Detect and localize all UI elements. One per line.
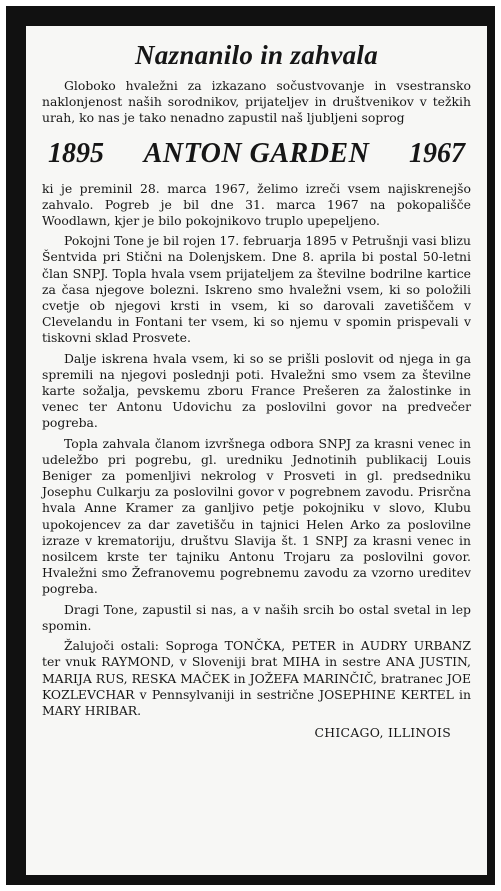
paragraph-5: Dragi Tone, zapustil si nas, a v naših srcih bo ostal svetal in lep spomin. (42, 601, 471, 633)
paragraph-6: Žalujoči ostali: Soproga TONČKA, PETER in AUDRY URBANZ ter vnuk RAYMOND, v Sloveniji brat MIHA in sestre ANA JUSTIN, MARIJA RUS, RESKA MAČEK in JOŽEFA MARINČIČ, bratranec JOE KOZLEVCHAR v Pennsylvaniji in sestrične JOSEPHINE KERTEL in MARY HRIBAR. (42, 638, 471, 718)
paragraph-1: ki je preminil 28. marca 1967, želimo izreči vsem najiskrenejšo zahvalo. Pogreb je bil dne 31. marca 1967 na pokopališče Woodlawn, kjer je bilo pokojnikovo truplo upepeljeno. (42, 180, 471, 229)
paragraph-2: Pokojni Tone je bil rojen 17. februarja 1895 v Petrušnji vasi blizu Šentvida pri Stični na Dolenjskem. Dne 8. aprila bi postal 50-letni član SNPJ. Topla hvala vsem prijateljem za številne bodrilne kartice za časa njegove bolezni. Iskreno smo hvaležni vsem, ki so položili cvetje ob njegovi krsti in vsem, ki so darovali zavetiščem v Clevelandu in Fontani ter vsem, ki so njemu v spomin prispevali v tiskovni sklad Prosvete. (42, 233, 471, 346)
notice-paper (26, 26, 487, 875)
birth-year: 1895 (48, 137, 104, 169)
notice-title: Naznanilo in zahvala (134, 40, 379, 70)
paragraph-4: Topla zahvala članom izvršnega odbora SNPJ za krasni venec in udeležbo pri pogrebu, gl. uredniku Jednotinih publikacij Louis Beniger za pomenljivi nekrolog v Prosveti in gl. predsedniku Josephu Culkarju za poslovilni govor v pogrebnem zavodu. Prisrčna hvala Anne Kramer za ganljivo petje pokojniku v slovo, Klubu upokojencev za dar zavetišču in tajnici Helen Arko za poslovilne izraze v krematoriju, društvu Slavija št. 1 SNPJ za krasni venec in nosilcem krste ter tajniku Antonu Trojaru za poslovilni govor. Hvaležni smo Žefranovemu pogrebnemu zavodu za vzorno ureditev pogreba. (42, 435, 471, 597)
death-year: 1967 (409, 137, 465, 169)
place-signature: CHICAGO, ILLINOIS (314, 725, 451, 741)
black-border-frame (6, 6, 495, 885)
deceased-name-row (48, 137, 465, 171)
deceased-name: ANTON GARDEN (143, 137, 370, 169)
intro-paragraph: Globoko hvaležni za izkazano sočustvovanje in vsestransko naklonjenost naših sorodnikov, prijateljev in društvenikov v težkih urah, ko nas je tako nenadno zapustil naš ljubljeni soprog (42, 78, 471, 126)
paragraph-3: Dalje iskrena hvala vsem, ki so se prišli poslovit od njega in ga spremili na njegovi poslednji poti. Hvaležni smo vsem za številne karte sožalja, pevskemu zboru France Prešeren za žalostinke in venec ter Antonu Udovichu za poslovilni govor na predvečer pogreba. (42, 350, 471, 431)
